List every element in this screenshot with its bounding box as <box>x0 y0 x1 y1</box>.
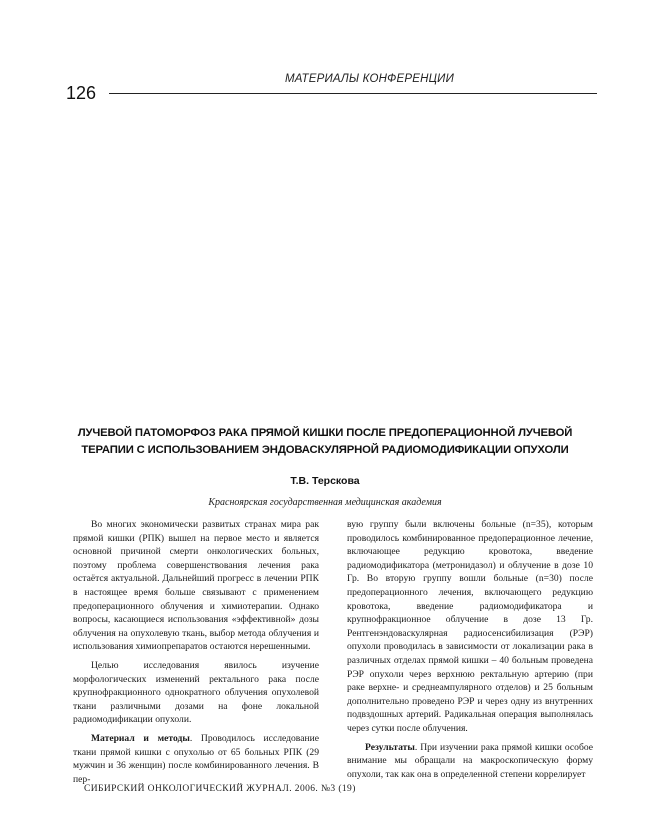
page-number: 126 <box>66 83 97 103</box>
paragraph-methods-continued: вую группу были включены больные (n=35), которым проводилось комбинированное предоперационное лечение, включающее редукцию кровотока, введение радиомодификатора (метронидазол) и облучение в дозе 10 Гр. Во вторую группу вошли больные (n=30) после предоперационного лечения, включающего редукцию кровотока, введение радиомодификатора и крупнофракционное облучение в дозе 13 Гр. Рентгенэндоваскулярная радиосенсибилизация (РЭР) опухоли проводилась в зависимости от локализации рака в различных отделах прямой кишки – 40 больным проведена РЭР опухоли через верхнюю ректальную артерию (при раке верхне- и среднеампулярного отделов) и 25 больным дополнительно проведено РЭР и через одну из внутренних подвздошных артерий. Радикальная операция выполнялась через сутки после облучения. <box>347 519 593 734</box>
running-head: МАТЕРИАЛЫ КОНФЕРЕНЦИИ <box>285 73 455 85</box>
left-column <box>73 518 319 791</box>
results-text: . При изучении рака прямой кишки особое внимание мы обращали на макроскопическую форму опухоли, так как она в определенной степени коррелирует <box>347 741 593 780</box>
paragraph-aim: Целью исследования явилось изучение морфологических изменений ректального рака после крупнофракционного однократного облучения опухолевой ткани различными дозами на фоне локальной радиомодификации опухоли. <box>73 659 319 726</box>
article-author: Т.В. Терскова <box>290 475 360 487</box>
paragraph-results <box>347 741 593 782</box>
journal-footer: СИБИРСКИЙ ОНКОЛОГИЧЕСКИЙ ЖУРНАЛ. 2006. №3 (19) <box>84 784 356 794</box>
header-rule <box>109 93 597 94</box>
article-affiliation: Красноярская государственная медицинская академия <box>208 497 442 508</box>
paragraph-intro: Во многих экономически развитых странах мира рак прямой кишки (РПК) вышел на первое место и является основной причиной смерти онкологических больных, поэтому проблема совершенствования лечения рака остаётся актуальной. Дальнейший прогресс в лечении РПК в настоящее время больше связывают с применением предоперационного облучения и химиотерапии. Однако вопросы, касающиеся использования «эффективной» дозы облучения на опухолевую ткань, выбор метода облучения и использования химиопрепаратов остаются нерешенными. <box>73 519 319 653</box>
article-title: ЛУЧЕВОЙ ПАТОМОРФОЗ РАКА ПРЯМОЙ КИШКИ ПОСЛЕ ПРЕДОПЕРАЦИОННОЙ ЛУЧЕВОЙ ТЕРАПИИ С ИСПОЛЬЗОВАНИЕМ ЭНДОВАСКУЛЯРНОЙ РАДИОМОДИФИКАЦИИ ОПУХОЛИ <box>77 427 573 456</box>
methods-heading: Материал и методы <box>91 732 190 744</box>
right-column <box>347 518 593 786</box>
paragraph-methods <box>73 732 319 786</box>
methods-text: . Проводилось исследование ткани прямой кишки с опухолью от 65 больных РПК (29 мужчин и 36 женщин) после комбинированного лечения. В пер- <box>73 732 319 785</box>
results-heading: Результаты <box>365 741 415 753</box>
